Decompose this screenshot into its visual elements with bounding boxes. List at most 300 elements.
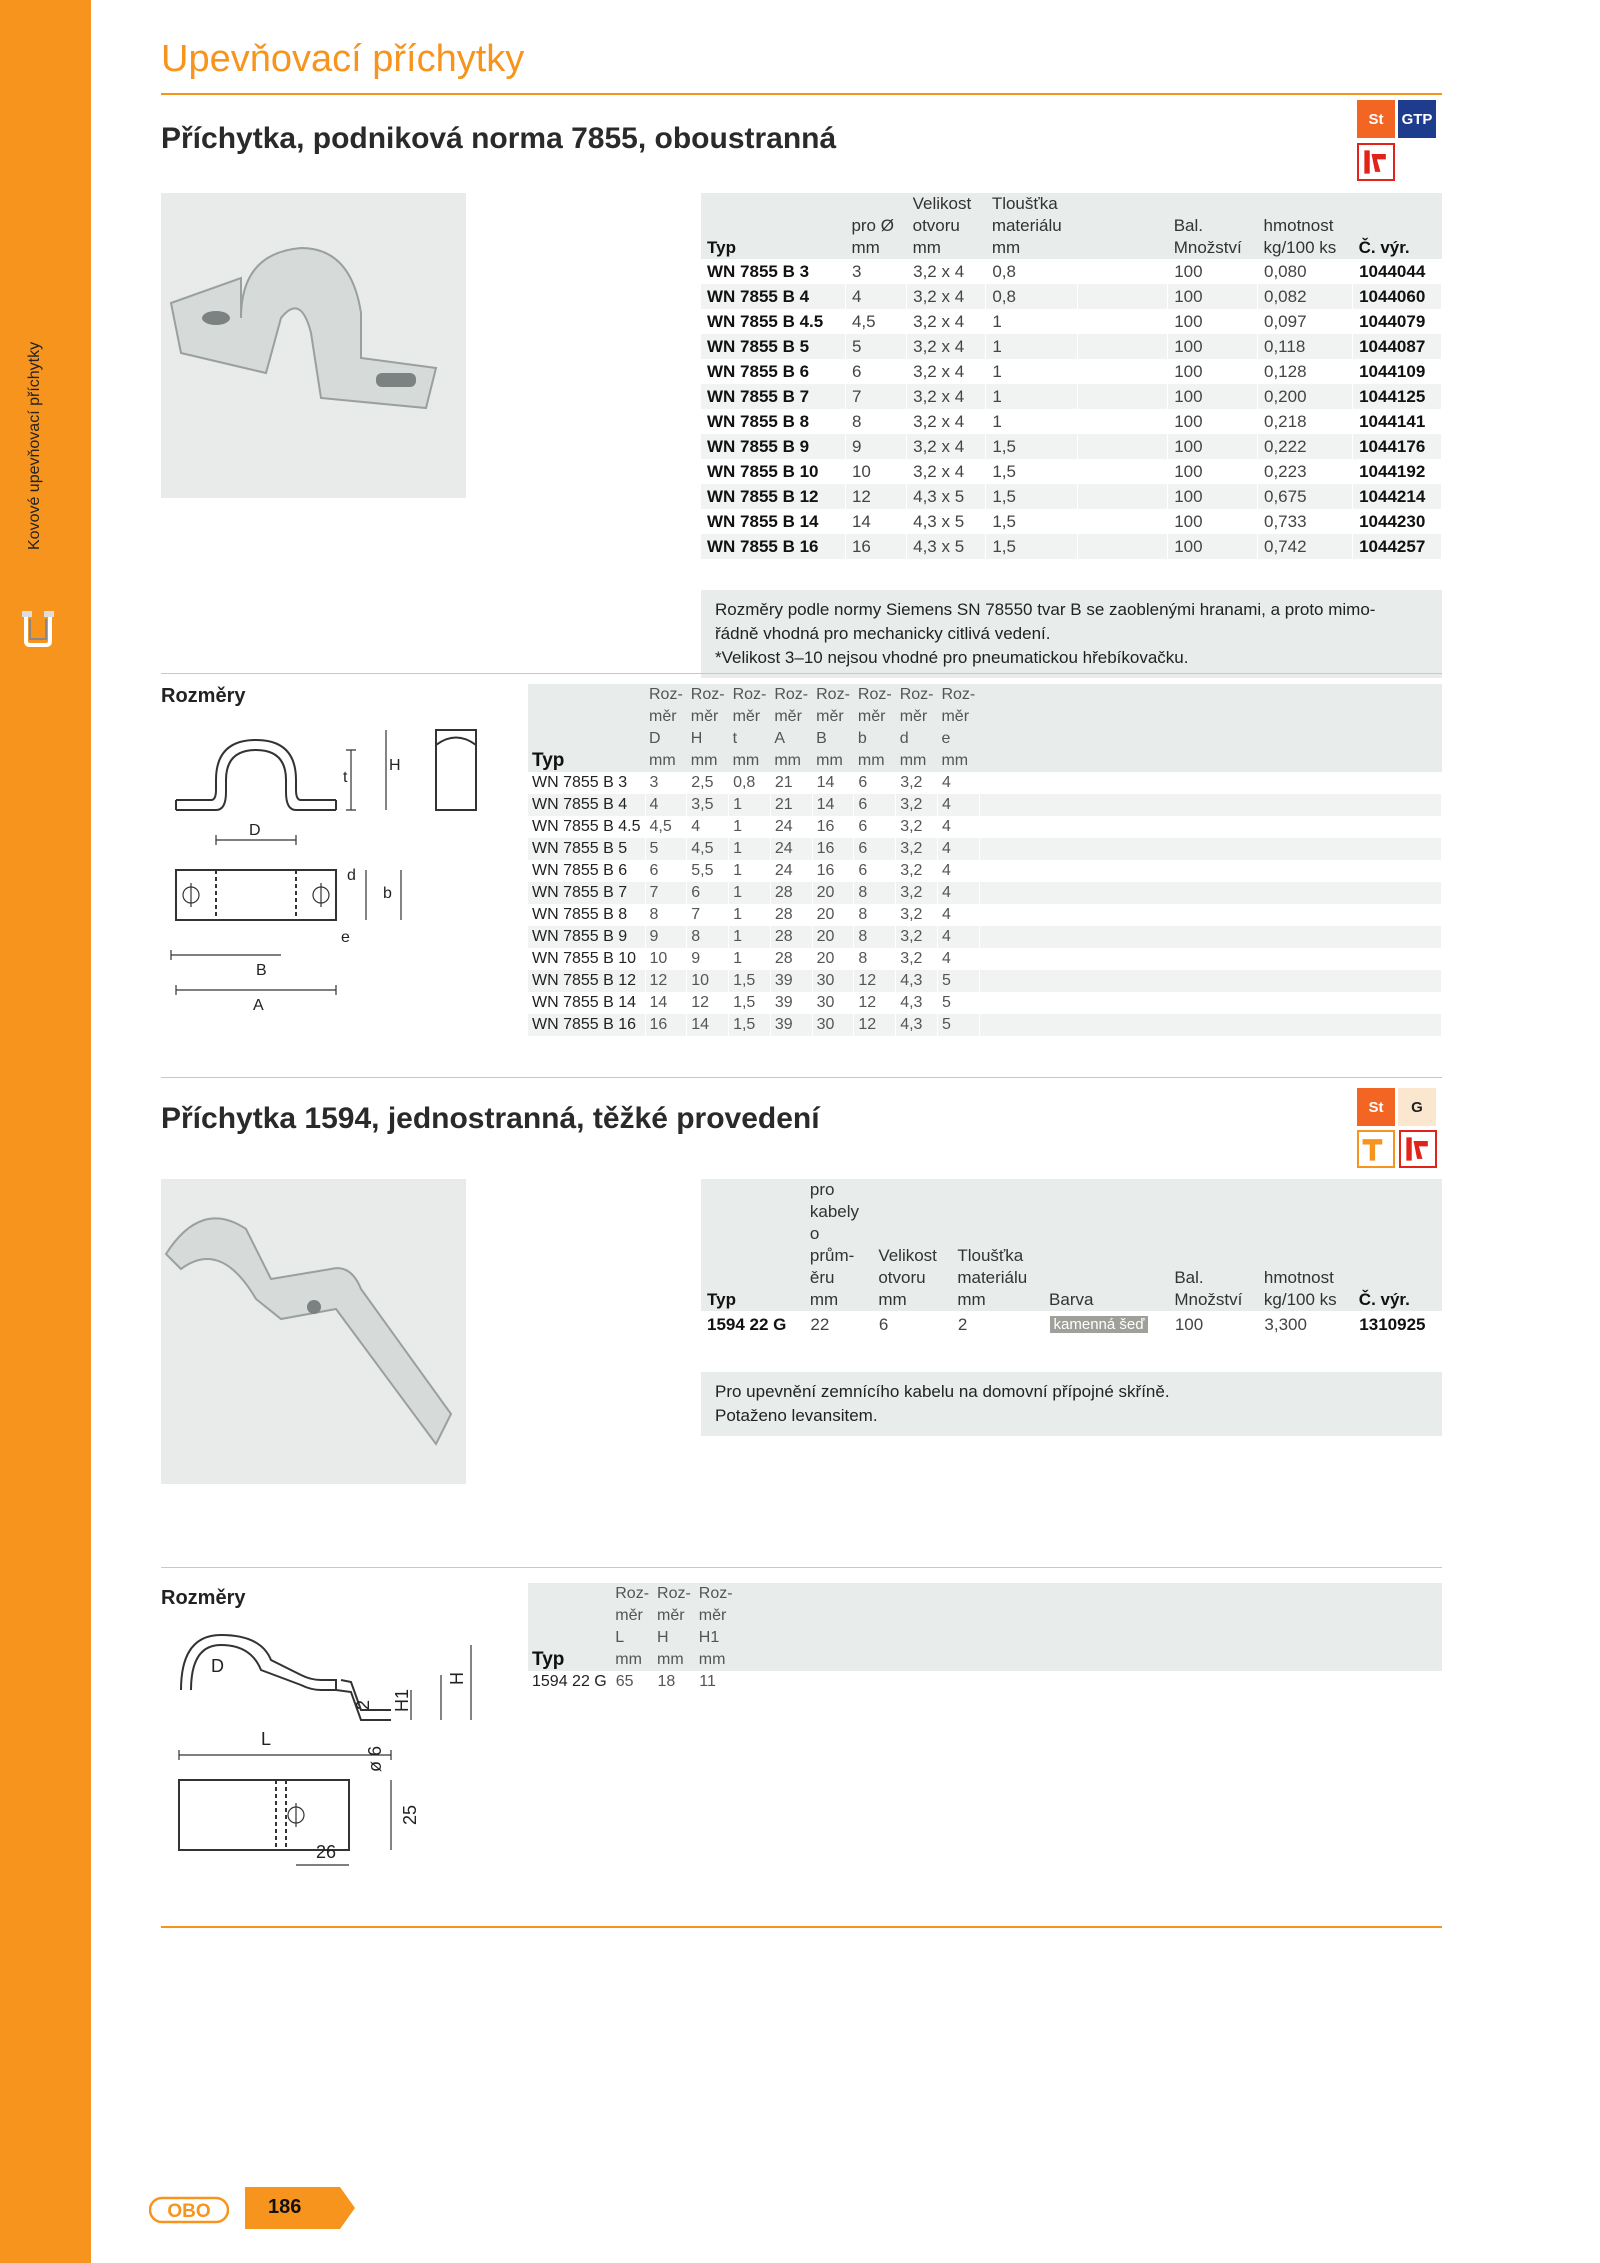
dims-header-row	[528, 1583, 1442, 1671]
cell-pro: 9	[845, 434, 906, 459]
cell-typ: WN 7855 B 8	[701, 409, 845, 434]
table-row	[701, 534, 1442, 559]
cell-dim: 20	[812, 882, 854, 904]
cell-tloustka: 2	[951, 1311, 1043, 1337]
cell-spacer	[1078, 459, 1168, 484]
cell-cvyr: 1044214	[1353, 484, 1442, 509]
cell-hmotnost: 0,218	[1258, 409, 1353, 434]
section1-divider	[161, 673, 1442, 674]
cell-velikost: 4,3 x 5	[907, 534, 986, 559]
table-header-row	[701, 1179, 1442, 1311]
cell-dim: 65	[611, 1671, 653, 1693]
col-dim-2: Roz- měr H mm	[657, 1585, 691, 1668]
cell-dim: 16	[645, 1014, 687, 1036]
cell-dim: 6	[854, 772, 896, 794]
cell-spacer	[1078, 334, 1168, 359]
header-divider	[161, 93, 1442, 95]
table-row	[701, 259, 1442, 284]
cell-pro: 14	[845, 509, 906, 534]
cell-velikost: 3,2 x 4	[907, 334, 986, 359]
col-dim-1: Roz- měr L mm	[615, 1585, 650, 1668]
cell-pro: 4	[845, 284, 906, 309]
cell-dim: 16	[812, 860, 854, 882]
col-dim-5: Roz- měr B mm	[816, 686, 850, 769]
cell-hmotnost: 0,733	[1258, 509, 1353, 534]
section1-title: Příchytka, podniková norma 7855, oboustranná	[161, 122, 837, 155]
section2-badges	[1357, 1088, 1436, 1126]
cell-dim: 12	[854, 992, 896, 1014]
cell-dim: 1	[729, 948, 771, 970]
svg-text:OBO: OBO	[167, 2201, 211, 2222]
dim-label-H: H	[389, 757, 401, 774]
cell-dim: 4	[937, 860, 979, 882]
cell-dim: 5,5	[687, 860, 729, 882]
dim-label-t: t	[343, 769, 348, 786]
cell-dim: 6	[854, 816, 896, 838]
cell-typ: WN 7855 B 16	[701, 534, 845, 559]
cell-pro: 10	[845, 459, 906, 484]
clip-icon	[20, 605, 56, 649]
cell-typ: WN 7855 B 12	[701, 484, 845, 509]
cell-dim: 3,2	[896, 948, 938, 970]
cell-dim: 12	[645, 970, 687, 992]
col-dim-4: Roz- měr A mm	[774, 686, 809, 769]
table-row	[701, 509, 1442, 534]
dim-label-b: b	[383, 885, 392, 902]
table-row	[528, 860, 1442, 882]
product-photo-wn7855	[161, 193, 466, 498]
cell-cvyr: 1044087	[1353, 334, 1442, 359]
cell-dim: 20	[812, 926, 854, 948]
sidebar	[0, 0, 91, 2263]
cell-bal: 100	[1168, 384, 1258, 409]
cell-dim: 1,5	[729, 1014, 771, 1036]
col-hmotnost: hmotnost kg/100 ks	[1263, 1268, 1337, 1309]
dim-label-H: H	[447, 1672, 467, 1685]
cell-spacer	[1078, 359, 1168, 384]
col-dim-6: Roz- měr b mm	[857, 686, 892, 769]
cell-dim: 6	[854, 860, 896, 882]
cell-hmotnost: 0,082	[1258, 284, 1353, 309]
cell-cvyr: 1044176	[1353, 434, 1442, 459]
col-typ: Typ	[532, 750, 565, 771]
col-typ: Typ	[532, 1649, 565, 1670]
section1-badges	[1357, 100, 1436, 138]
cell-dim: 1	[729, 882, 771, 904]
cell-bal: 100	[1168, 259, 1258, 284]
cell-dim: 3,2	[896, 882, 938, 904]
cell-typ: WN 7855 B 7	[528, 882, 645, 904]
cell-dim: 24	[770, 838, 812, 860]
cell-cvyr: 1044044	[1353, 259, 1442, 284]
table-row	[528, 1014, 1442, 1036]
cell-dim: 24	[770, 860, 812, 882]
cell-bal: 100	[1168, 459, 1258, 484]
footer-divider	[161, 1926, 1442, 1928]
table-row	[528, 948, 1442, 970]
cell-typ: WN 7855 B 4.5	[701, 309, 845, 334]
cell-typ: WN 7855 B 3	[528, 772, 645, 794]
col-typ: Typ	[707, 1290, 736, 1309]
cell-typ: WN 7855 B 8	[528, 904, 645, 926]
cell-typ: WN 7855 B 14	[528, 992, 645, 1014]
cell-dim: 3,2	[896, 816, 938, 838]
cell-velikost: 3,2 x 4	[907, 359, 986, 384]
cell-dim: 14	[645, 992, 687, 1014]
cell-filler	[979, 882, 1441, 904]
dim-label-phi6: ø 6	[365, 1745, 385, 1772]
cell-bal: 100	[1168, 359, 1258, 384]
col-filler	[737, 1583, 1442, 1671]
dim-label-25: 25	[400, 1804, 420, 1825]
col-bal: Bal. Množství	[1174, 1268, 1243, 1309]
cell-spacer	[1078, 484, 1168, 509]
obo-logo	[149, 2195, 229, 2225]
cell-filler	[979, 992, 1441, 1014]
cell-dim: 3	[645, 772, 687, 794]
cell-dim: 5	[937, 992, 979, 1014]
cell-dim: 3,5	[687, 794, 729, 816]
table-row	[528, 838, 1442, 860]
product-photo-1594	[161, 1179, 466, 1484]
cell-dim: 20	[812, 904, 854, 926]
cell-dim: 6	[687, 882, 729, 904]
section1-dimension-drawing	[161, 720, 501, 1040]
section2-dims-label: Rozměry	[161, 1587, 246, 1609]
cell-dim: 4	[937, 904, 979, 926]
table-row	[701, 484, 1442, 509]
cell-dim: 4	[645, 794, 687, 816]
cell-spacer	[1078, 534, 1168, 559]
cell-tloustka: 1	[986, 384, 1078, 409]
cell-tloustka: 1	[986, 359, 1078, 384]
cell-dim: 10	[687, 970, 729, 992]
col-dim-8: Roz- měr e mm	[941, 686, 976, 769]
cell-typ: WN 7855 B 9	[701, 434, 845, 459]
cell-cvyr: 1044257	[1353, 534, 1442, 559]
cell-dim: 12	[854, 970, 896, 992]
dim-label-e: e	[341, 929, 350, 946]
cell-dim: 16	[812, 816, 854, 838]
dim-label-D: D	[211, 1656, 224, 1676]
cell-velikost: 3,2 x 4	[907, 309, 986, 334]
badge-g: G	[1398, 1088, 1436, 1126]
cell-dim: 4	[937, 926, 979, 948]
table-row	[701, 284, 1442, 309]
col-dim-3: Roz- měr H1 mm	[698, 1585, 733, 1668]
cell-hmotnost: 0,222	[1258, 434, 1353, 459]
cell-typ: 1594 22 G	[528, 1671, 611, 1693]
cell-dim: 6	[854, 838, 896, 860]
cell-dim: 4,3	[896, 1014, 938, 1036]
table-row	[528, 926, 1442, 948]
cell-velikost: 3,2 x 4	[907, 259, 986, 284]
cell-typ: WN 7855 B 12	[528, 970, 645, 992]
cell-dim: 14	[687, 1014, 729, 1036]
cell-tloustka: 1,5	[986, 434, 1078, 459]
cell-bal: 100	[1168, 434, 1258, 459]
cell-typ: WN 7855 B 5	[528, 838, 645, 860]
cell-velikost: 6	[872, 1311, 951, 1337]
section2-note: Pro upevnění zemnícího kabelu na domovní přípojné skříně. Potaženo levansitem.	[701, 1372, 1442, 1436]
cell-dim: 2,5	[687, 772, 729, 794]
dim-label-L: L	[261, 1729, 272, 1749]
cell-tloustka: 1	[986, 409, 1078, 434]
table-row	[528, 794, 1442, 816]
cell-dim: 4,3	[896, 970, 938, 992]
col-cvyr: Č. výr.	[1358, 1290, 1410, 1309]
cell-dim: 4	[687, 816, 729, 838]
table-row	[701, 359, 1442, 384]
section1-note: Rozměry podle normy Siemens SN 78550 tvar B se zaoblenými hranami, a proto mimo- řádně vhodná pro mechanicky citlivá vedení. *Velikost 3–10 nejsou vhodné pro pneumatickou hřebíkovačku.	[701, 590, 1442, 678]
cell-cvyr: 1044192	[1353, 459, 1442, 484]
cell-barva	[1043, 1311, 1168, 1337]
badge-gtp: GTP	[1398, 100, 1436, 138]
cell-velikost: 3,2 x 4	[907, 284, 986, 309]
dim-label-A: A	[253, 997, 264, 1014]
cell-dim: 3,2	[896, 838, 938, 860]
cell-dim: 39	[770, 970, 812, 992]
cell-hmotnost: 0,200	[1258, 384, 1353, 409]
cell-dim: 4	[937, 882, 979, 904]
badge-st: St	[1357, 1088, 1395, 1126]
col-spacer	[1078, 193, 1168, 259]
cell-dim: 28	[770, 904, 812, 926]
cell-filler	[979, 860, 1441, 882]
table-row	[528, 992, 1442, 1014]
col-tloustka: Tloušťka materiálu mm	[991, 194, 1062, 257]
cell-dim: 4	[937, 838, 979, 860]
cell-dim: 4	[937, 816, 979, 838]
cell-dim: 1	[729, 816, 771, 838]
table-row	[528, 772, 1442, 794]
cell-bal: 100	[1168, 484, 1258, 509]
table-row	[701, 384, 1442, 409]
cell-dim: 1,5	[729, 992, 771, 1014]
cell-dim: 7	[645, 882, 687, 904]
cell-dim: 16	[812, 838, 854, 860]
table-row	[701, 409, 1442, 434]
cell-dim: 14	[812, 794, 854, 816]
cell-dim: 1	[729, 794, 771, 816]
col-pro: pro Ø mm	[851, 216, 894, 257]
cell-typ: WN 7855 B 7	[701, 384, 845, 409]
cell-typ: WN 7855 B 4.5	[528, 816, 645, 838]
cell-bal: 100	[1168, 409, 1258, 434]
cell-typ: WN 7855 B 5	[701, 334, 845, 359]
cell-spacer	[1078, 409, 1168, 434]
cell-dim: 1	[729, 838, 771, 860]
cell-dim: 4	[937, 772, 979, 794]
cell-cvyr: 1044230	[1353, 509, 1442, 534]
cell-spacer	[1078, 434, 1168, 459]
cell-dim: 0,8	[729, 772, 771, 794]
cell-dim: 28	[770, 948, 812, 970]
section2-title: Příchytka 1594, jednostranná, těžké provedení	[161, 1102, 820, 1135]
cell-pro: 6	[845, 359, 906, 384]
cell-dim: 28	[770, 926, 812, 948]
cell-dim: 14	[812, 772, 854, 794]
cell-dim: 12	[687, 992, 729, 1014]
cell-dim: 3,2	[896, 772, 938, 794]
cell-spacer	[1078, 284, 1168, 309]
dim-label-2: 2	[353, 1699, 373, 1710]
cell-hmotnost: 0,675	[1258, 484, 1353, 509]
cell-dim: 20	[812, 948, 854, 970]
col-hmotnost: hmotnost kg/100 ks	[1263, 216, 1337, 257]
cell-typ: WN 7855 B 10	[528, 948, 645, 970]
col-velikost: Velikost otvoru mm	[912, 194, 972, 257]
cell-typ: WN 7855 B 4	[701, 284, 845, 309]
cell-hmotnost: 0,223	[1258, 459, 1353, 484]
section1-product-table	[701, 193, 1442, 559]
cell-filler	[979, 904, 1441, 926]
cell-dim: 4,3	[896, 992, 938, 1014]
cell-pro: 12	[845, 484, 906, 509]
cell-spacer	[1078, 509, 1168, 534]
page-number: 186	[268, 2196, 302, 2218]
cell-spacer	[1078, 309, 1168, 334]
cell-hmotnost: 0,118	[1258, 334, 1353, 359]
cell-cvyr: 1044079	[1353, 309, 1442, 334]
cell-cvyr: 1044109	[1353, 359, 1442, 384]
table-row	[528, 882, 1442, 904]
page-header-title: Upevňovací příchytky	[161, 38, 525, 80]
cell-dim: 28	[770, 882, 812, 904]
cell-bal: 100	[1168, 284, 1258, 309]
table-row	[701, 459, 1442, 484]
cell-dim: 8	[854, 904, 896, 926]
cell-tloustka: 1	[986, 334, 1078, 359]
cell-velikost: 4,3 x 5	[907, 509, 986, 534]
col-dim-1: Roz- měr D mm	[649, 686, 683, 769]
cell-dim: 4	[937, 948, 979, 970]
table-row	[701, 1311, 1442, 1337]
cell-dim: 5	[937, 970, 979, 992]
cell-filler	[979, 838, 1441, 860]
cell-dim: 39	[770, 1014, 812, 1036]
cell-tloustka: 1,5	[986, 534, 1078, 559]
table-row	[701, 434, 1442, 459]
cell-bal: 100	[1168, 1311, 1258, 1337]
cell-pro: 22	[804, 1311, 872, 1337]
cell-hmotnost: 0,097	[1258, 309, 1353, 334]
col-cvyr: Č. výr.	[1358, 238, 1410, 257]
col-pro: pro kabely o prům- ěru mm	[809, 1180, 860, 1309]
cell-dim: 3,2	[896, 926, 938, 948]
cell-dim: 3,2	[896, 794, 938, 816]
col-typ: Typ	[707, 238, 736, 257]
cell-cvyr: 1310925	[1353, 1311, 1442, 1337]
cell-typ: WN 7855 B 9	[528, 926, 645, 948]
cell-pro: 8	[845, 409, 906, 434]
cell-bal: 100	[1168, 509, 1258, 534]
cell-typ: 1594 22 G	[701, 1311, 804, 1337]
col-filler	[979, 684, 1441, 772]
cell-dim: 24	[770, 816, 812, 838]
dim-label-B: B	[256, 962, 267, 979]
cell-velikost: 3,2 x 4	[907, 384, 986, 409]
mounting-hammer-icon	[1399, 1130, 1437, 1168]
cell-bal: 100	[1168, 334, 1258, 359]
cell-hmotnost: 3,300	[1258, 1311, 1353, 1337]
cell-bal: 100	[1168, 309, 1258, 334]
cell-dim: 11	[695, 1671, 737, 1693]
cell-dim: 4,5	[687, 838, 729, 860]
dims-header-row	[528, 684, 1442, 772]
table-row	[528, 816, 1442, 838]
col-tloustka: Tloušťka materiálu mm	[957, 1246, 1028, 1309]
cell-velikost: 3,2 x 4	[907, 434, 986, 459]
cell-tloustka: 1,5	[986, 509, 1078, 534]
cell-cvyr: 1044141	[1353, 409, 1442, 434]
cell-dim: 30	[812, 970, 854, 992]
cell-dim: 30	[812, 992, 854, 1014]
cell-dim: 10	[645, 948, 687, 970]
cell-dim: 21	[770, 794, 812, 816]
cell-spacer	[1078, 259, 1168, 284]
cell-cvyr: 1044060	[1353, 284, 1442, 309]
mounting-screw-icon	[1357, 1130, 1395, 1168]
cell-dim: 9	[687, 948, 729, 970]
cell-cvyr: 1044125	[1353, 384, 1442, 409]
table-row	[701, 309, 1442, 334]
badge-st: St	[1357, 100, 1395, 138]
cell-tloustka: 0,8	[986, 284, 1078, 309]
col-bal: Bal. Množství	[1173, 216, 1242, 257]
dim-label-26: 26	[316, 1842, 337, 1862]
cell-dim: 7	[687, 904, 729, 926]
color-swatch-label: kamenná šeď	[1050, 1316, 1149, 1333]
cell-filler	[979, 948, 1441, 970]
cell-pro: 7	[845, 384, 906, 409]
cell-dim: 5	[645, 838, 687, 860]
cell-dim: 30	[812, 1014, 854, 1036]
cell-filler	[979, 926, 1441, 948]
mounting-hammer-icon	[1357, 143, 1395, 181]
cell-typ: WN 7855 B 4	[528, 794, 645, 816]
cell-dim: 4	[937, 794, 979, 816]
cell-dim: 9	[645, 926, 687, 948]
cell-dim: 8	[645, 904, 687, 926]
cell-filler	[737, 1671, 1442, 1693]
cell-filler	[979, 970, 1441, 992]
cell-dim: 4,5	[645, 816, 687, 838]
cell-tloustka: 0,8	[986, 259, 1078, 284]
cell-velikost: 3,2 x 4	[907, 459, 986, 484]
cell-filler	[979, 794, 1441, 816]
dim-label-H1: H1	[392, 1688, 412, 1712]
cell-dim: 8	[687, 926, 729, 948]
col-velikost: Velikost otvoru mm	[878, 1246, 937, 1309]
cell-dim: 39	[770, 992, 812, 1014]
col-barva: Barva	[1049, 1290, 1094, 1309]
cell-typ: WN 7855 B 10	[701, 459, 845, 484]
cell-dim: 5	[937, 1014, 979, 1036]
section2-dimension-drawing	[161, 1620, 491, 1880]
cell-dim: 8	[854, 882, 896, 904]
cell-dim: 1	[729, 926, 771, 948]
col-dim-3: Roz- měr t mm	[732, 686, 767, 769]
cell-typ: WN 7855 B 3	[701, 259, 845, 284]
cell-typ: WN 7855 B 6	[528, 860, 645, 882]
cell-filler	[979, 772, 1441, 794]
cell-tloustka: 1,5	[986, 459, 1078, 484]
cell-dim: 1	[729, 904, 771, 926]
cell-pro: 5	[845, 334, 906, 359]
section2-dims-table	[528, 1583, 1442, 1693]
cell-pro: 4,5	[845, 309, 906, 334]
